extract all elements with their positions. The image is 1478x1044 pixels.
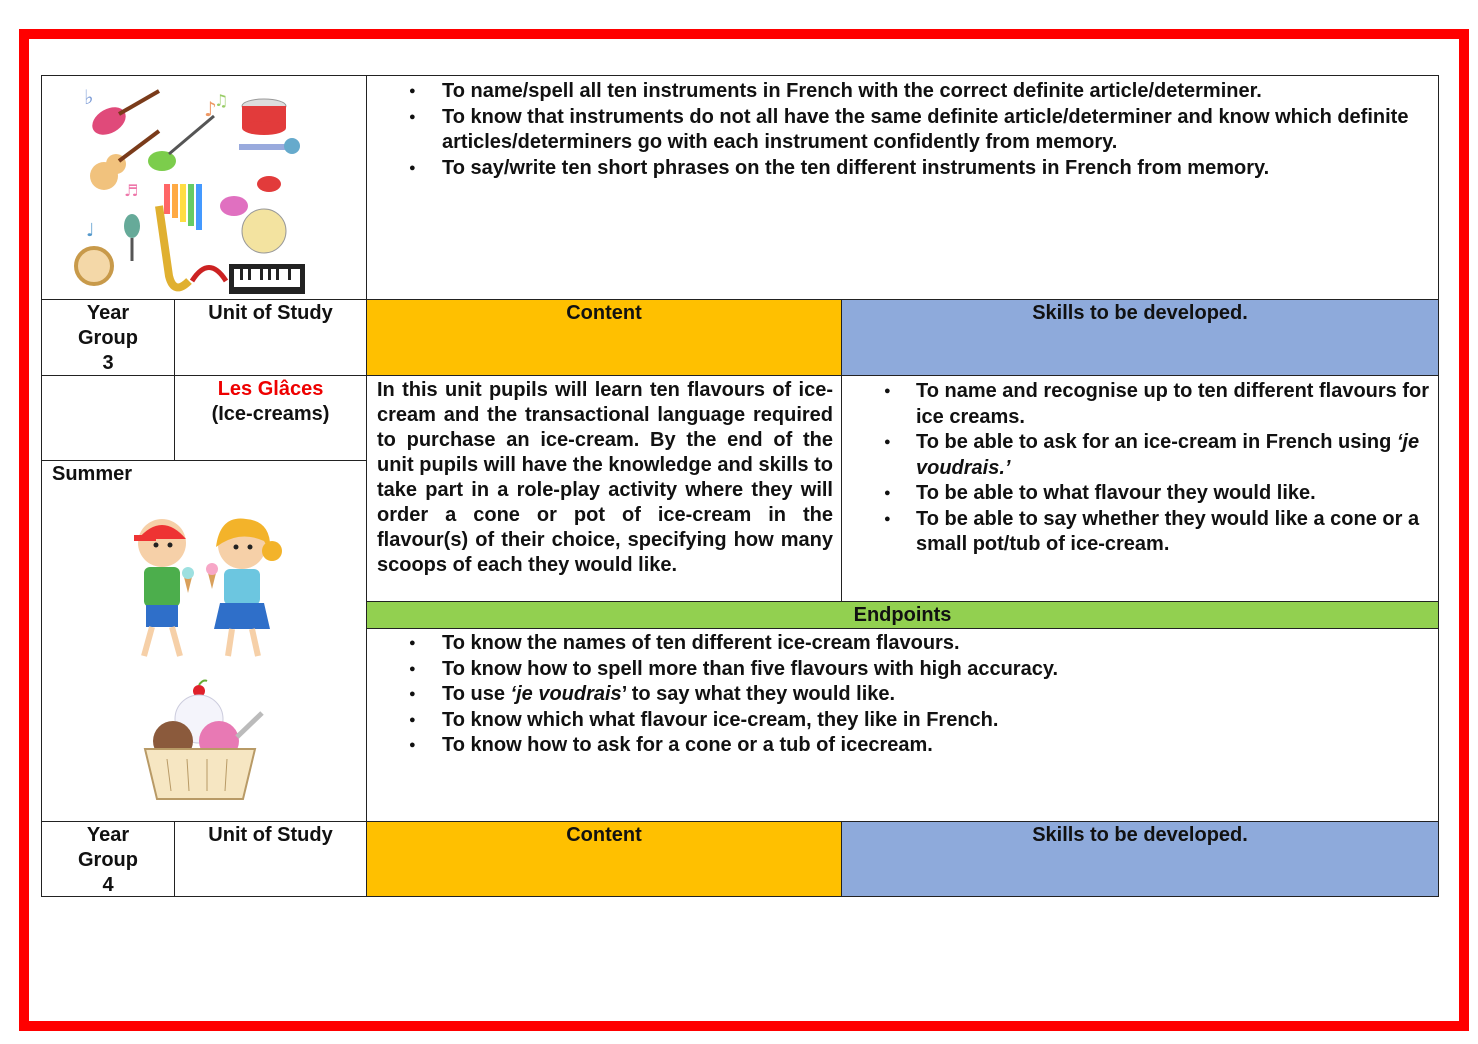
list-item: ● To name/spell all ten instruments in French with the correct definite article/determiner. bbox=[367, 79, 1438, 105]
svg-text:♪: ♪ bbox=[204, 97, 217, 121]
svg-text:♩: ♩ bbox=[86, 220, 95, 241]
instruments-objectives-cell bbox=[366, 75, 1439, 300]
list-item: ● To use ‘je voudrais’ to say what they would like. bbox=[367, 682, 1438, 708]
unit-skills-cell bbox=[841, 375, 1439, 602]
ice-cream-sundae-illustration bbox=[137, 679, 277, 804]
svg-text:♫: ♫ bbox=[214, 91, 229, 110]
skills-header: Skills to be developed. bbox=[841, 821, 1439, 897]
unit-title: Les Glâces bbox=[217, 378, 324, 400]
year-group-4-header: Year Group 4 bbox=[41, 821, 175, 897]
unit-skills-list bbox=[842, 379, 1438, 558]
list-item: ● To know the names of ten different ice-cream flavours. bbox=[367, 631, 1438, 657]
endpoints-header: Endpoints bbox=[366, 601, 1439, 629]
list-item: ● To know that instruments do not all have the same definite article/determiner and know which definite articles/determiners go with each instrument confidently from memory. bbox=[367, 105, 1438, 156]
unit-content-text: In this unit pupils will learn ten flavours of ice-cream and the transactional language required to purchase an ice-cream. By the end of the unit pupils will have the knowledge and skills to take part in a role-play activity where they will order a cone or pot of ice-cream in the flavour(s) of their choice, specifying how many scoops of each they would like. bbox=[366, 375, 842, 602]
summer-cell bbox=[41, 460, 367, 822]
content-header: Content bbox=[366, 821, 842, 897]
list-item: ● To know how to ask for a cone or a tub of icecream. bbox=[367, 733, 1438, 759]
instruments-objectives-list bbox=[367, 79, 1438, 181]
list-item: ● To know how to spell more than five flavours with high accuracy. bbox=[367, 657, 1438, 683]
endpoints-cell bbox=[366, 628, 1439, 822]
unit-title-cell bbox=[174, 375, 367, 461]
empty-cell bbox=[41, 375, 175, 461]
instruments-image-cell bbox=[41, 75, 367, 300]
svg-text:♭: ♭ bbox=[84, 85, 94, 109]
endpoints-list bbox=[367, 631, 1438, 759]
list-item: ● To know which what flavour ice-cream, they like in French. bbox=[367, 708, 1438, 734]
list-item: ● To name and recognise up to ten different flavours for ice creams. bbox=[842, 379, 1438, 430]
year-group-3-header: Year Group 3 bbox=[41, 299, 175, 376]
unit-subtitle: (Ice-creams) bbox=[211, 403, 330, 425]
skills-header: Skills to be developed. bbox=[841, 299, 1439, 376]
children-eating-ice-cream-illustration bbox=[112, 511, 302, 666]
svg-text:♬: ♬ bbox=[124, 181, 139, 200]
list-item: ● To be able to ask for an ice-cream in French using ‘je voudrais.’ bbox=[842, 430, 1438, 481]
list-item: ● To be able to say whether they would like a cone or a small pot/tub of ice-cream. bbox=[842, 507, 1438, 558]
music-instruments-illustration bbox=[64, 76, 314, 300]
unit-of-study-header: Unit of Study bbox=[174, 299, 367, 376]
term-label: Summer bbox=[52, 463, 133, 485]
content-header: Content bbox=[366, 299, 842, 376]
unit-of-study-header: Unit of Study bbox=[174, 821, 367, 897]
list-item: ● To say/write ten short phrases on the ten different instruments in French from memory. bbox=[367, 156, 1438, 182]
list-item: ● To be able to what flavour they would like. bbox=[842, 481, 1438, 507]
